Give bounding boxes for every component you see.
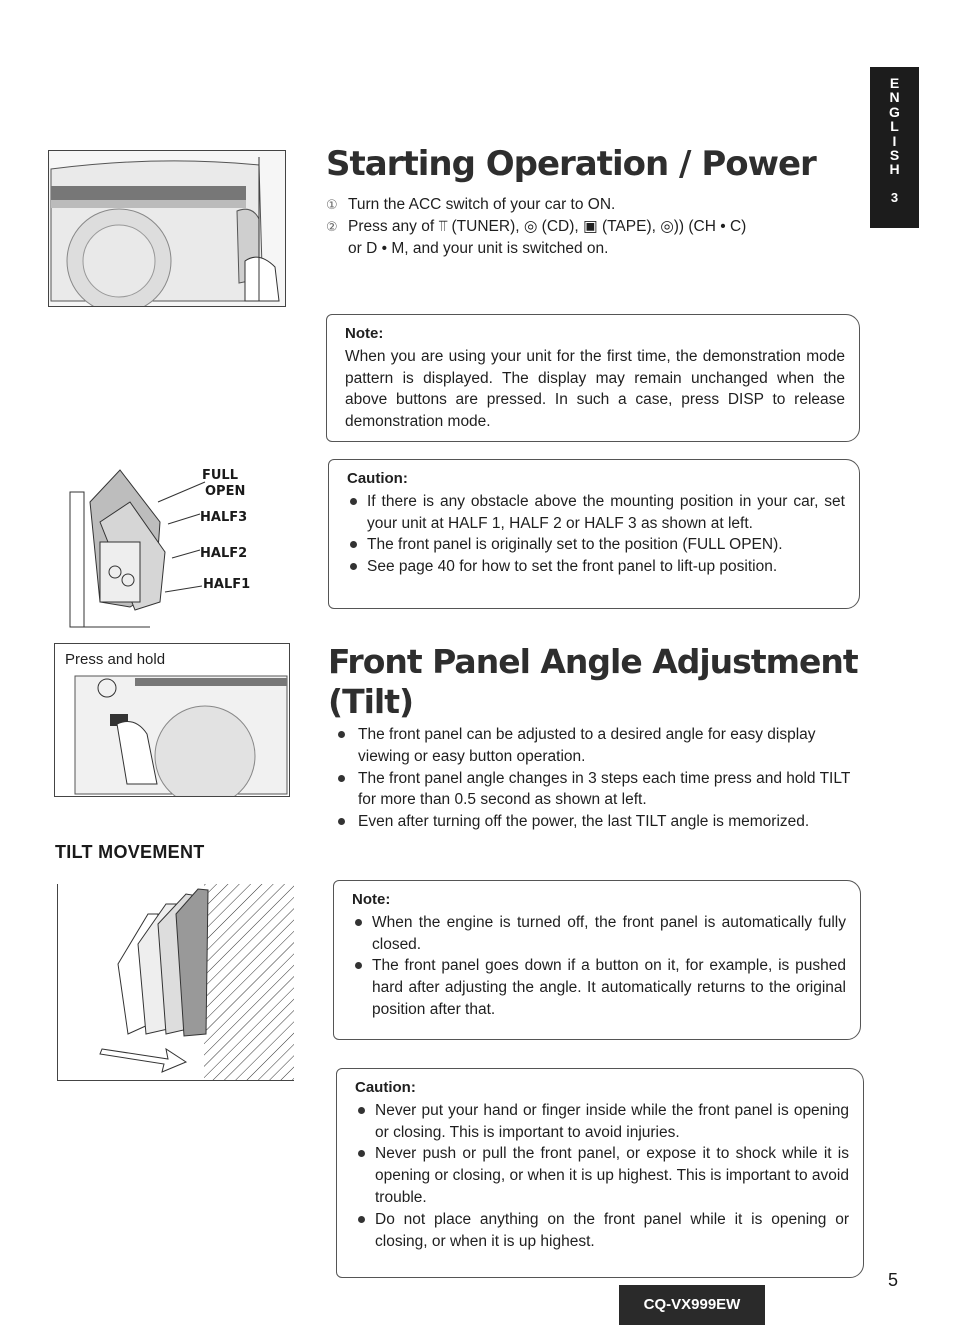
tilt-bullet: The front panel can be adjusted to a desired angle for easy display viewing or easy button operation. bbox=[330, 724, 870, 768]
caution-list bbox=[355, 1100, 849, 1253]
step-number: ② bbox=[326, 218, 338, 234]
section-number: 3 bbox=[890, 189, 899, 205]
note-text: When you are using your unit for the first time, the demonstration mode pattern is displayed. The display may remain unchanged when the above buttons are pressed. In such a case, press DISP to release demonstration mode. bbox=[345, 347, 845, 431]
note-label: Note: bbox=[345, 325, 384, 342]
power-steps bbox=[326, 194, 866, 259]
model-badge: CQ-VX999EW bbox=[619, 1285, 765, 1325]
caution-box-obstacle bbox=[328, 459, 860, 609]
caution-item: Do not place anything on the front panel while it is opening or closing, or when it is up highest. bbox=[355, 1209, 849, 1253]
page-number: 5 bbox=[888, 1270, 899, 1290]
lang-letter: N bbox=[889, 89, 900, 106]
caution-item: The front panel is originally set to the position (FULL OPEN). bbox=[347, 534, 845, 556]
language-tab bbox=[870, 67, 919, 228]
tilt-description-list bbox=[330, 724, 870, 833]
note-list bbox=[352, 912, 846, 1021]
note-label: Note: bbox=[352, 891, 391, 908]
label-half2: HALF2 bbox=[200, 546, 248, 561]
label-half1: HALF1 bbox=[203, 577, 251, 592]
tilt-movement-figure bbox=[57, 884, 294, 1081]
lang-letter: H bbox=[889, 161, 900, 178]
caution-item: If there is any obstacle above the mounting position in your car, set your unit at HALF 1, HALF 2 or HALF 3 as shown at left. bbox=[347, 491, 845, 535]
caution-label: Caution: bbox=[347, 470, 408, 487]
step-text: Press any of ⫪ (TUNER), ◎ (CD), ▣ (TAPE), ◎)) (CH • C) bbox=[348, 217, 747, 235]
note-box-demo bbox=[326, 314, 860, 442]
press-and-hold-label: Press and hold bbox=[65, 649, 169, 671]
lang-letter: E bbox=[889, 75, 900, 91]
tilt-movement-heading: TILT MOVEMENT bbox=[55, 842, 205, 862]
lang-letter: I bbox=[892, 132, 897, 149]
section-title-tilt: Front Panel Angle Adjustment (Tilt) bbox=[328, 642, 858, 721]
tilt-bullet: The front panel angle changes in 3 steps each time press and hold TILT for more than 0.5 second as shown at left. bbox=[330, 768, 870, 812]
step-number: ① bbox=[326, 197, 338, 212]
caution-item: Never put your hand or finger inside while the front panel is opening or closing. This is important to avoid injuries. bbox=[355, 1100, 849, 1144]
caution-list bbox=[347, 491, 845, 578]
note-box-engine bbox=[333, 880, 861, 1040]
caution-item: Never push or pull the front panel, or expose it to shock while it is opening or closing, or when it is up highest. This is important to avoid trouble. bbox=[355, 1143, 849, 1208]
tilt-bullet: Even after turning off the power, the last TILT angle is memorized. bbox=[330, 811, 870, 833]
label-half3: HALF3 bbox=[200, 510, 248, 525]
step-text: Turn the ACC switch of your car to ON. bbox=[348, 196, 616, 213]
lang-letter: G bbox=[889, 103, 900, 120]
lang-letter: L bbox=[890, 118, 899, 135]
label-full: FULL bbox=[202, 468, 239, 483]
section-title-starting-operation: Starting Operation / Power bbox=[326, 144, 816, 184]
step-1 bbox=[326, 194, 866, 216]
unit-front-figure bbox=[48, 150, 286, 307]
caution-item: See page 40 for how to set the front panel to lift-up position. bbox=[347, 556, 845, 578]
note-item: The front panel goes down if a button on it, for example, is pushed hard after adjusting the angle. It automatically returns to the original position after that. bbox=[352, 955, 846, 1020]
step-2-continued: or D • M, and your unit is switched on. bbox=[348, 239, 609, 257]
step-2 bbox=[326, 216, 866, 238]
caution-label: Caution: bbox=[355, 1079, 416, 1096]
note-item: When the engine is turned off, the front panel is automatically fully closed. bbox=[352, 912, 846, 956]
caution-box-safety bbox=[336, 1068, 864, 1278]
label-open: OPEN bbox=[205, 484, 246, 499]
lang-letter: S bbox=[889, 147, 900, 164]
